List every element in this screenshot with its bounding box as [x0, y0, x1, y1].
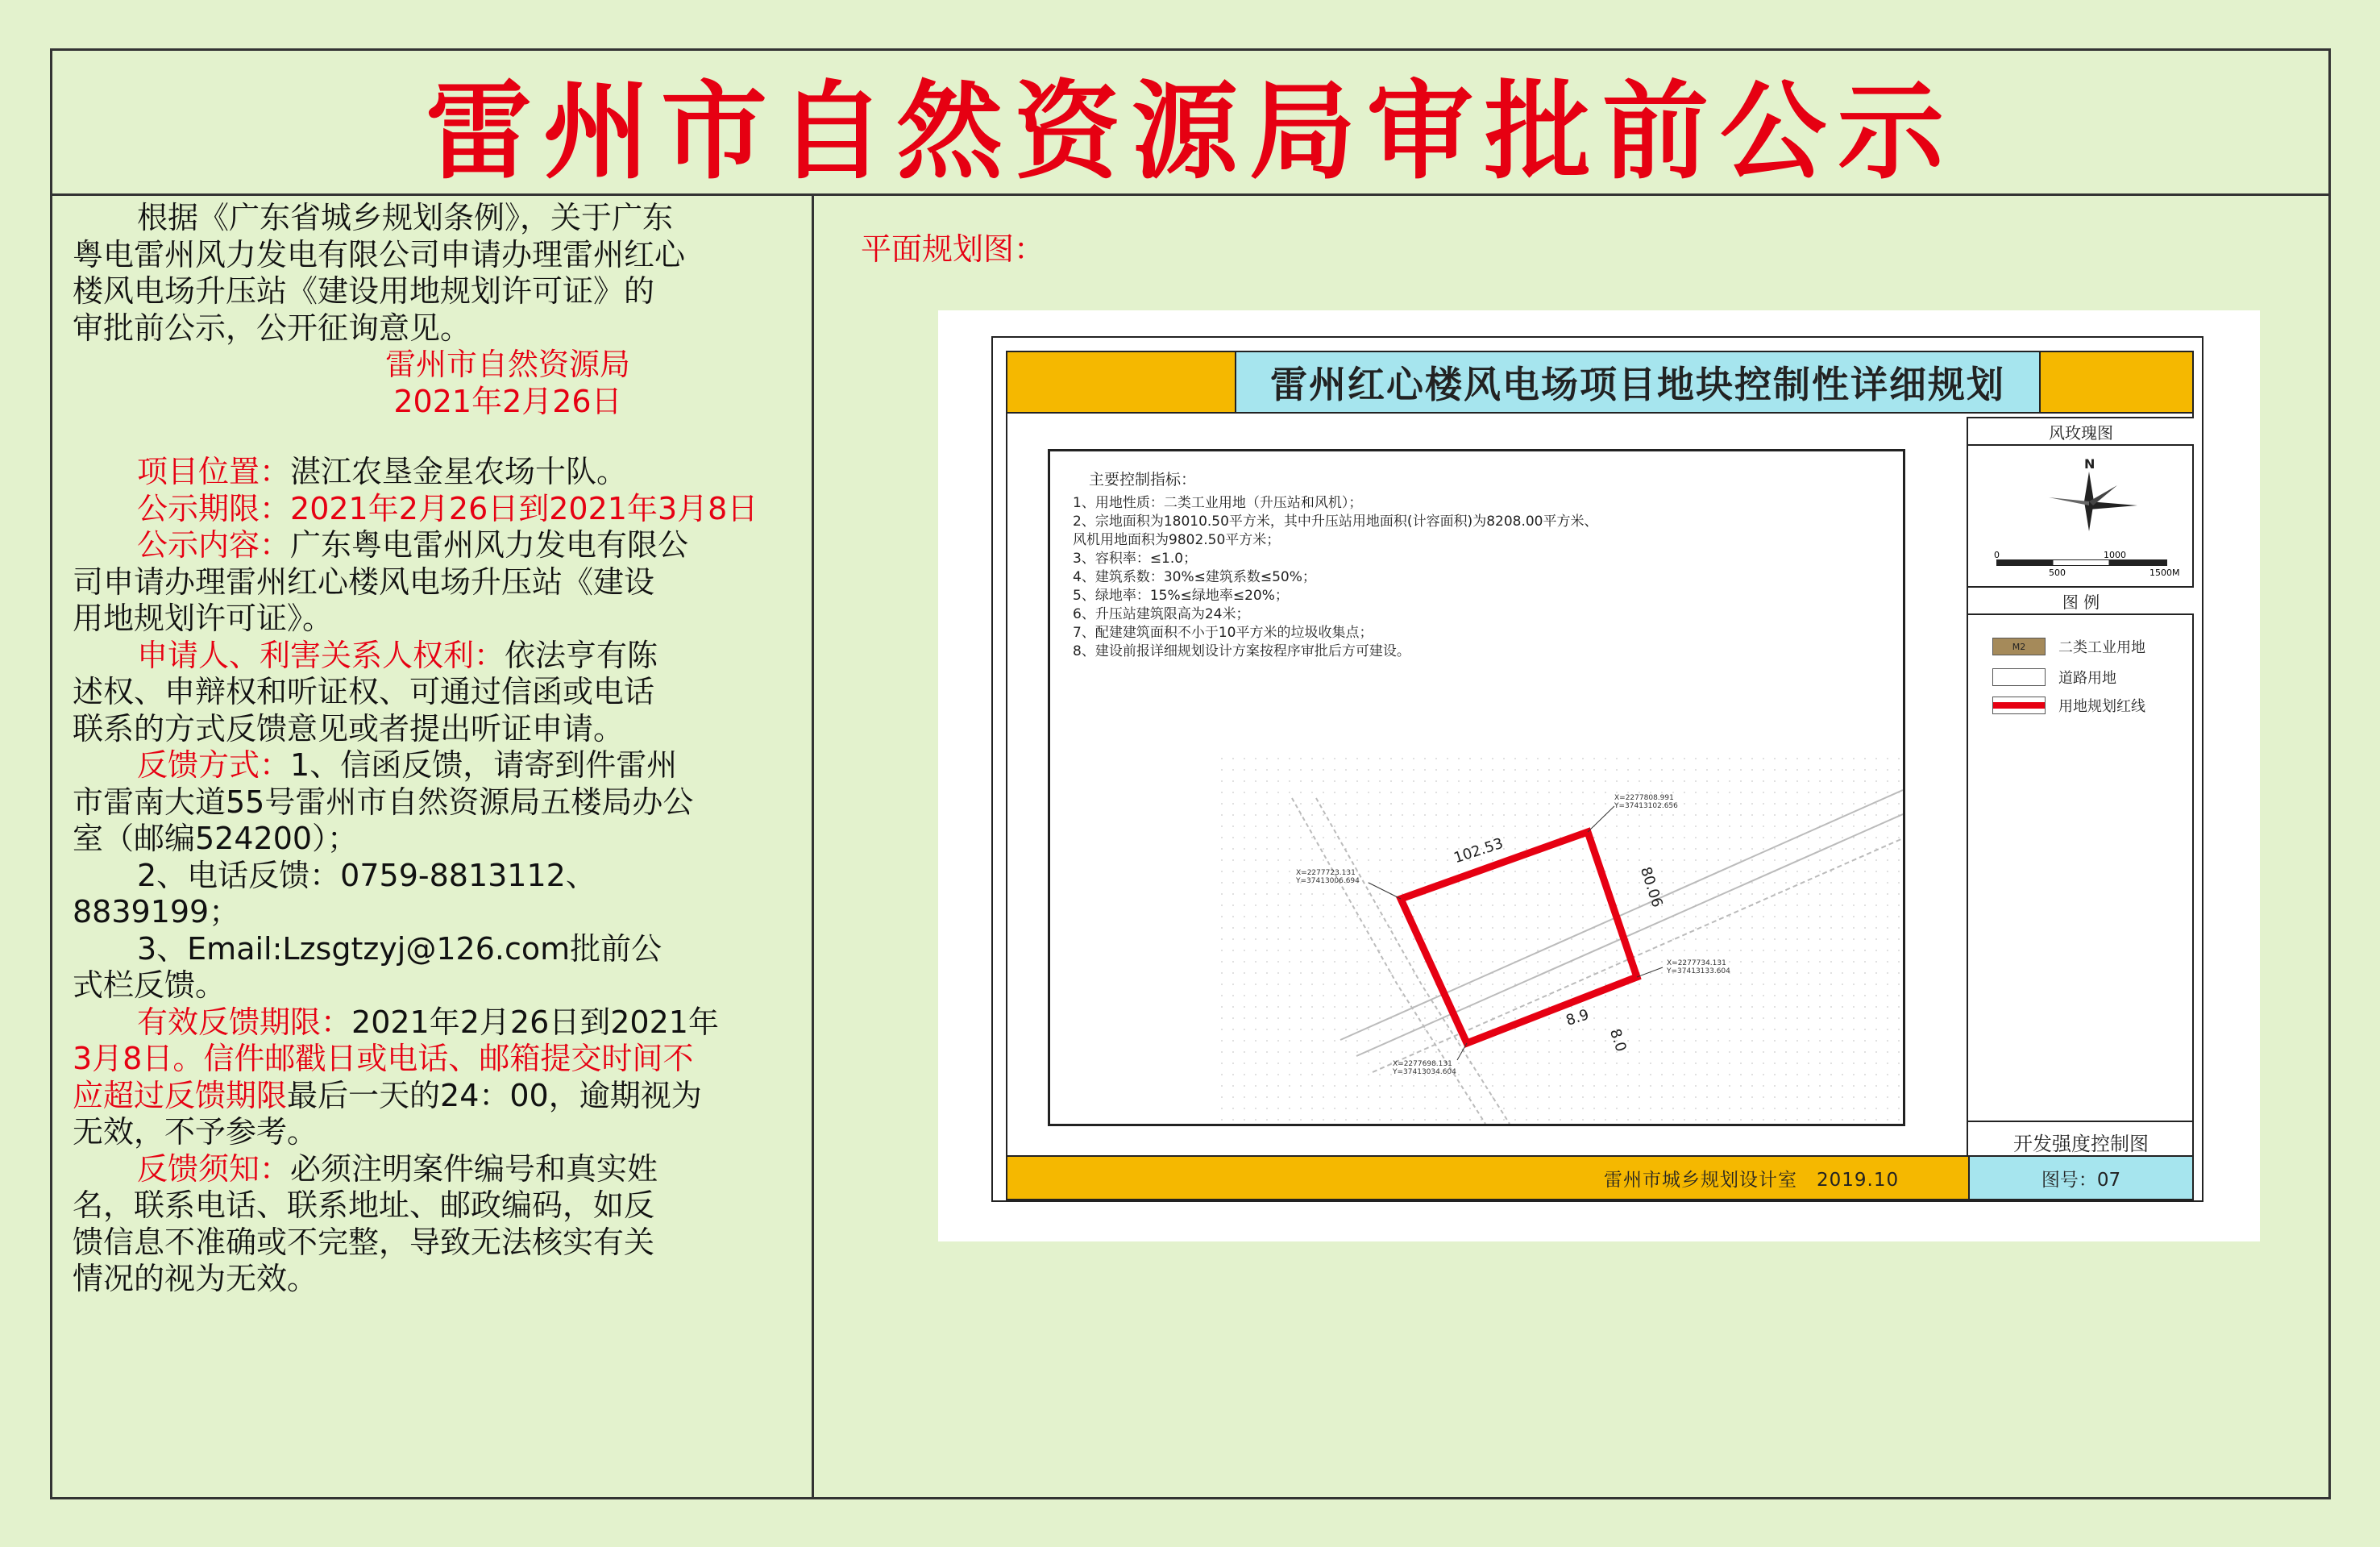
- feedback-line: 式栏反馈。: [73, 967, 226, 1003]
- valid-value: 2021年2月26日到2021年: [351, 1004, 719, 1040]
- notes-label: 反馈须知：: [137, 1150, 291, 1187]
- indicator-item: 1、用地性质：二类工业用地（升压站和风机）；: [1073, 495, 1363, 511]
- indicator-item: 3、容积率：≤1.0；: [1073, 551, 1198, 567]
- coordinate-label: X=2277698.131 Y=37413034.604: [1393, 1060, 1456, 1076]
- map-area: [1048, 449, 1905, 1126]
- indicator-item: 6、升压站建筑限高为24米；: [1073, 606, 1250, 622]
- location-line: [73, 454, 798, 491]
- feedback-value: 1、信函反馈，请寄到件雷州: [290, 747, 678, 783]
- dimension-right: 80.06: [1636, 864, 1666, 910]
- feedback-line: 8839199；: [73, 894, 240, 929]
- notes-value: 必须注明案件编号和真实姓: [290, 1150, 658, 1187]
- period-value: 2021年2月26日到2021年3月8日: [290, 490, 758, 526]
- intro-line: 审批前公示，公开征询意见。: [73, 310, 471, 346]
- feedback-label: 反馈方式：: [137, 747, 291, 783]
- title-row: [52, 51, 2328, 196]
- notes-line: [73, 1151, 798, 1188]
- location-label: 项目位置：: [137, 454, 291, 489]
- coordinate-label: X=2277734.131 Y=37413133.604: [1667, 959, 1730, 975]
- scale-tick: 500: [2049, 568, 2066, 578]
- plan-footer: [1006, 1155, 2194, 1200]
- dimension-bottom: 8.9: [1564, 1006, 1592, 1029]
- content-value: 广东粤电雷州风力发电有限公: [290, 527, 689, 563]
- feedback-line: 3、Email:Lzsgtzyj@126.com批前公: [137, 930, 662, 967]
- valid-label: 有效反馈期限：: [137, 1004, 352, 1040]
- period-line: [73, 491, 798, 528]
- page-title: 雷州市自然资源局审批前公示: [426, 69, 1955, 194]
- notice-text: [73, 200, 798, 1298]
- coordinate-label: X=2277723.131 Y=37413006.694: [1296, 869, 1360, 885]
- valid-line: [73, 1078, 798, 1115]
- feedback-line: 2、电话反馈：0759-8813112、: [137, 857, 596, 893]
- feedback-line: 室（邮编524200）；: [73, 821, 359, 856]
- rights-line: [73, 638, 798, 675]
- intro-line: 根据《广东省城乡规划条例》，关于广东: [137, 200, 674, 235]
- legend-swatch: M2: [1992, 638, 2046, 655]
- control-indicators: [1073, 471, 1598, 661]
- issue-date: 2021年2月26日: [393, 383, 622, 419]
- indicator-item: 风机用地面积为9802.50平方米；: [1073, 532, 1281, 548]
- legend-label: 图 例: [1968, 586, 2194, 615]
- legend-swatch: [1992, 668, 2046, 686]
- content-line: 司申请办理雷州红心楼风电场升压站《建设: [73, 563, 655, 600]
- coordinate-label: X=2277808.991 Y=37413102.656: [1614, 794, 1678, 810]
- legend-item-road: 道路用地: [1992, 667, 2116, 688]
- location-value: 湛江农垦金星农场十队。: [290, 454, 628, 489]
- side-panel: [1967, 417, 2194, 1187]
- indicator-item: 5、绿地率：15%≤绿地率≤20%；: [1073, 588, 1289, 604]
- legend-item-industrial: M2 二类工业用地: [1992, 636, 2145, 657]
- valid-line: 3月8日。信件邮戳日或电话、邮箱提交时间不: [73, 1041, 694, 1076]
- notes-line: 名，联系电话、联系地址、邮政编码，如反: [73, 1187, 655, 1223]
- intensity-label: 开发强度控制图: [1968, 1121, 2194, 1161]
- plan-section-title: 平面规划图：: [861, 231, 1045, 267]
- rights-line: 述权、申辩权和听证权、可通过信函或电话: [73, 674, 655, 709]
- valid-red: 应超过反馈期限: [73, 1077, 288, 1113]
- period-label: 公示期限：: [137, 490, 291, 526]
- scale-tick: 1500M: [2149, 568, 2180, 578]
- wind-rose-label: 风玫瑰图: [1968, 417, 2194, 446]
- valid-value: 最后一天的24：00，逾期视为: [287, 1077, 702, 1113]
- content-line: [73, 527, 798, 564]
- legend-item-redline: 用地规划红线: [1992, 695, 2145, 716]
- indicator-item: 4、建筑系数：30%≤建筑系数≤50%；: [1073, 569, 1316, 585]
- scale-tick: 1000: [2104, 550, 2126, 560]
- scale-bar: [1984, 550, 2178, 582]
- intro-line: 楼风电场升压站《建设用地规划许可证》的: [73, 273, 655, 309]
- feedback-line: [73, 747, 798, 784]
- legend-swatch: [1992, 697, 2046, 714]
- rights-line: 联系的方式反馈意见或者提出听证申请。: [73, 710, 625, 746]
- north-label: N: [2084, 457, 2095, 472]
- plan-title: 雷州红心楼风电场项目地块控制性详细规划: [1235, 352, 2041, 412]
- intro-line: 粤电雷州风力发电有限公司申请办理雷州红心: [73, 236, 686, 272]
- content-line: 用地规划许可证》。: [73, 601, 334, 636]
- notes-line: 情况的视为无效。: [73, 1261, 318, 1296]
- rights-label: 申请人、利害关系人权利：: [137, 637, 505, 673]
- plan-header: [1006, 351, 2194, 414]
- plan-sheet: [938, 310, 2260, 1241]
- indicators-title: 主要控制指标：: [1089, 471, 1197, 489]
- column-divider: [812, 196, 814, 1499]
- issuer: 雷州市自然资源局: [384, 347, 630, 382]
- footer-org: 雷州市城乡规划设计室 2019.10: [1604, 1169, 1900, 1191]
- scale-tick: 0: [1994, 550, 2000, 560]
- feedback-line: 市雷南大道55号雷州市自然资源局五楼局办公: [73, 784, 694, 820]
- compass-icon: [2033, 457, 2145, 546]
- indicator-item: 8、建设前报详细规划设计方案按程序审批后方可建设。: [1073, 643, 1410, 659]
- indicator-item: 7、配建建筑面积不小于10平方米的垃圾收集点；: [1073, 625, 1373, 641]
- content-label: 公示内容：: [137, 527, 291, 563]
- indicator-item: 2、宗地面积为18010.50平方米，其中升压站用地面积(计容面积)为8208.00平方米、: [1073, 514, 1598, 530]
- dimension-side: 8.0: [1605, 1026, 1630, 1054]
- valid-line: 无效，不予参考。: [73, 1114, 318, 1150]
- valid-line: [73, 1004, 798, 1042]
- dimension-top: 102.53: [1452, 834, 1506, 867]
- rights-value: 依法亨有陈: [505, 637, 658, 673]
- figure-number: 图号：07: [1968, 1157, 2192, 1199]
- notes-line: 馈信息不准确或不完整，导致无法核实有关: [73, 1224, 655, 1260]
